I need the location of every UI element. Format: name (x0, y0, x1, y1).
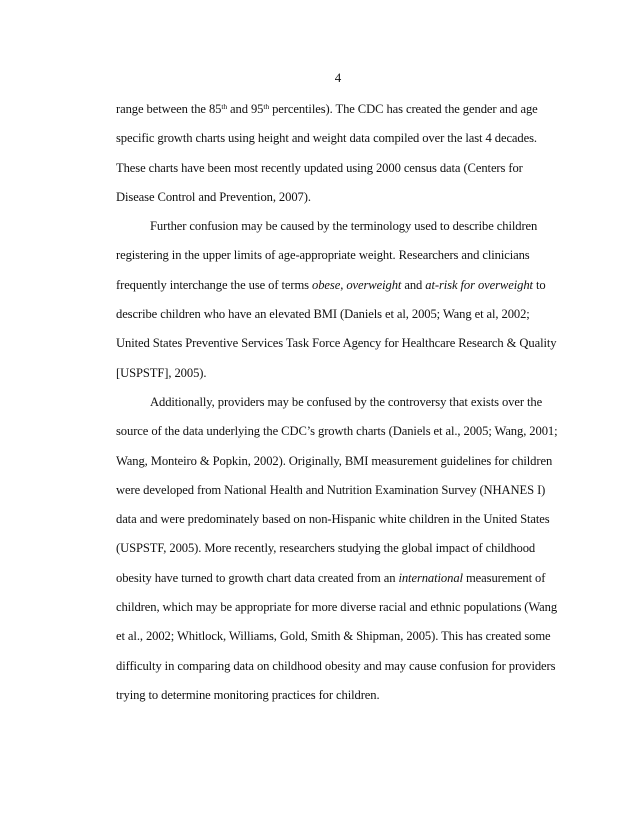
italic-term: overweight (346, 277, 402, 292)
text-run: to (532, 277, 546, 292)
text-line: United States Preventive Services Task Force Agency for Healthcare Research & Quality (116, 336, 557, 351)
text-line: Disease Control and Prevention, 2007). (116, 189, 311, 204)
text-line: (USPSTF, 2005). More recently, researchers studying the global impact of childhood (116, 541, 536, 556)
text-run: measurement of (462, 570, 546, 585)
italic-term: international (398, 570, 463, 585)
superscript: th (263, 102, 270, 111)
text-line: specific growth charts using height and weight data compiled over the last 4 decades. (116, 131, 537, 146)
page-number: 4 (334, 70, 342, 85)
text-line: describe children who have an elevated BMI (Daniels et al, 2005; Wang et al, 2002; (116, 307, 530, 322)
text-run: and 95 (227, 102, 264, 116)
paragraph-start-line: Further confusion may be caused by the terminology used to describe children (150, 219, 538, 234)
text-line (116, 95, 564, 124)
text-line: were developed from National Health and Nutrition Examination Survey (NHANES I) (116, 482, 546, 497)
body-text (116, 95, 564, 710)
text-run: obesity have turned to growth chart data created from an (116, 570, 399, 585)
superscript: th (221, 102, 227, 111)
text-line: [USPSTF], 2005). (116, 365, 207, 380)
text-run: , (340, 277, 347, 292)
italic-term: obese (312, 277, 341, 292)
text-line: et al., 2002; Whitlock, Williams, Gold, Smith & Shipman, 2005). This has created some (116, 629, 551, 644)
italic-term: at-risk for overweight (425, 277, 533, 292)
text-run: percentiles). The CDC has created the gender and age (269, 102, 538, 116)
text-line: registering in the upper limits of age-appropriate weight. Researchers and clinicians (116, 248, 530, 263)
text-line: Wang, Monteiro & Popkin, 2002). Originally, BMI measurement guidelines for children (116, 453, 553, 468)
text-line (116, 271, 564, 300)
text-run: frequently interchange the use of terms (116, 277, 313, 292)
text-line: trying to determine monitoring practices for children. (116, 687, 380, 702)
text-line: These charts have been most recently updated using 2000 census data (Centers for (116, 160, 523, 175)
paragraph-start-line: Additionally, providers may be confused by the controversy that exists over the (150, 394, 543, 409)
text-run: range between the 85 (116, 102, 222, 116)
text-line: source of the data underlying the CDC’s growth charts (Daniels et al., 2005; Wang, 2001; (116, 424, 558, 439)
text-run: and (401, 277, 426, 292)
text-line: children, which may be appropriate for more diverse racial and ethnic populations (Wang (116, 600, 558, 615)
text-line (116, 564, 564, 593)
text-line: difficulty in comparing data on childhood obesity and may cause confusion for providers (116, 658, 556, 673)
text-line: data and were predominately based on non-Hispanic white children in the United States (116, 512, 550, 527)
